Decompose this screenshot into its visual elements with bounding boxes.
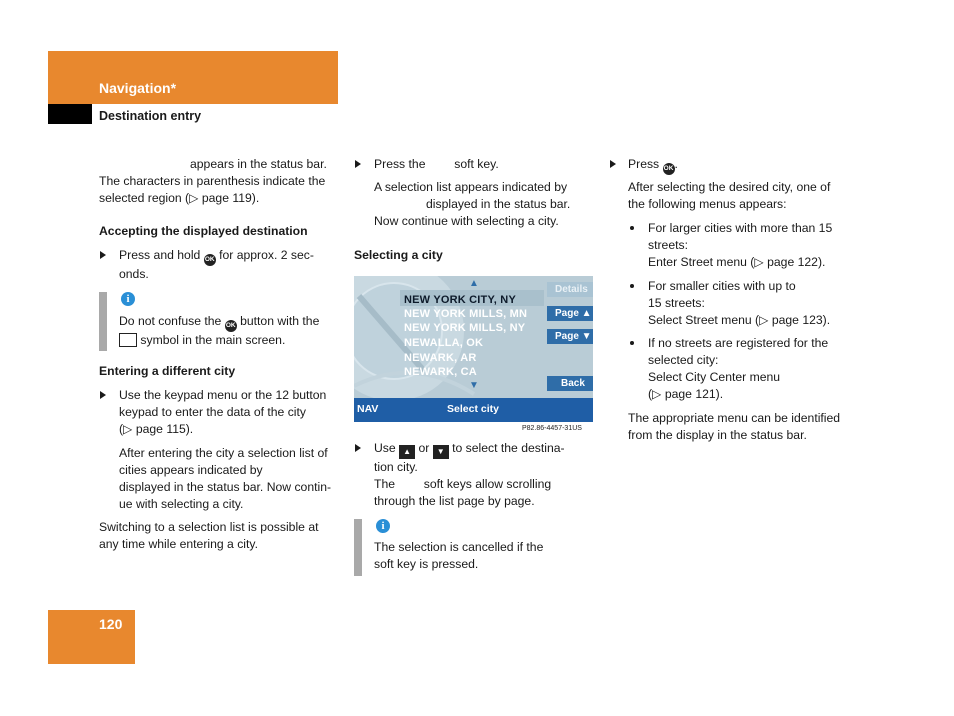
step-press-softkey	[374, 156, 594, 173]
step-keypad	[119, 387, 341, 438]
softkey-text-a: The	[374, 477, 396, 491]
identification-line2: from the display in the status bar.	[628, 428, 807, 442]
page-number: 120	[99, 616, 123, 632]
intro-paragraph-text: appears in the status bar. The characters in parenthesis indicate the selected region (▷ page 119).	[99, 157, 327, 205]
list-bullet-icon	[630, 226, 634, 230]
city-list-item[interactable]: NEW YORK MILLS, MN	[404, 308, 528, 320]
smaller-cities-line1: For smaller cities with up to	[648, 279, 796, 293]
after-entering	[119, 445, 341, 513]
list-bullet-icon	[630, 341, 634, 345]
step-keypad-line2: keypad to enter the data of the city	[119, 405, 306, 419]
info-bar	[99, 292, 107, 351]
softkey-text-b: soft keys allow scrolling	[423, 477, 552, 491]
note-text-a: Do not confuse the	[119, 314, 222, 328]
header-band	[48, 51, 338, 104]
down-arrow-key-icon: ▼	[433, 445, 449, 459]
page-up-softkey[interactable]: Page ▲	[547, 306, 593, 321]
info-bar	[354, 519, 362, 576]
option-no-streets	[648, 335, 853, 403]
info-icon: i	[376, 519, 390, 533]
larger-cities-line3: Enter Street menu (▷ page 122).	[648, 255, 826, 269]
step-accept	[119, 247, 339, 283]
selection-list-note	[374, 179, 594, 230]
navigation-screen	[354, 276, 593, 422]
step-use-arrows	[374, 440, 594, 510]
city-list-item[interactable]: NEWARK, CA	[404, 366, 477, 378]
step-accept-text-c: onds.	[119, 267, 149, 281]
after-selecting-line1: After selecting the desired city, one of	[628, 180, 831, 194]
no-streets-line3: Select City Center menu	[648, 370, 781, 384]
option-larger-cities	[648, 220, 853, 271]
status-bar-nav: NAV	[357, 403, 379, 415]
after-entering-line1: After entering the city a selection list of	[119, 446, 328, 460]
no-streets-line2: selected city:	[648, 353, 719, 367]
page-down-softkey[interactable]: Page ▼	[547, 329, 593, 344]
after-entering-line4: ue with selecting a city.	[119, 497, 244, 511]
switching-line2: any time while entering a city.	[99, 537, 258, 551]
step-accept-text-b: for approx. 2 sec-	[219, 248, 314, 262]
softkey-text-c: through the list page by page.	[374, 494, 535, 508]
note-cancel	[374, 539, 594, 573]
selection-line2-wrap	[374, 196, 594, 213]
no-streets-line1: If no streets are registered for the	[648, 336, 829, 350]
option-smaller-cities	[648, 278, 853, 329]
subsection-title: Destination entry	[99, 109, 202, 123]
menu-identification-note	[628, 410, 853, 444]
use-text-or: or	[418, 441, 430, 455]
heading-selecting-city: Selecting a city	[354, 248, 443, 262]
selection-line1: A selection list appears indicated by	[374, 180, 568, 194]
selection-line2: displayed in the status bar.	[426, 197, 571, 211]
scroll-down-arrow: ▼	[469, 380, 479, 391]
details-softkey[interactable]: Details	[547, 282, 593, 297]
back-softkey[interactable]: Back	[547, 376, 593, 391]
step-bullet-icon	[355, 444, 361, 452]
use-text-b: to select the destina-	[452, 441, 565, 455]
after-entering-line3: displayed in the status bar. Now contin-	[119, 480, 332, 494]
note-confuse	[119, 313, 341, 349]
city-list-item[interactable]: NEW YORK MILLS, NY	[404, 322, 526, 334]
status-bar-title: Select city	[447, 403, 499, 415]
larger-cities-line2: streets:	[648, 238, 688, 252]
heading-accept: Accepting the displayed destination	[99, 224, 308, 238]
intro-paragraph	[99, 156, 339, 207]
list-bullet-icon	[630, 284, 634, 288]
step-keypad-line3: (▷ page 115).	[119, 422, 194, 436]
step-bullet-icon	[355, 160, 361, 168]
step-bullet-icon	[610, 160, 616, 168]
scroll-up-arrow: ▲	[469, 278, 479, 289]
smaller-cities-line3: Select Street menu (▷ page 123).	[648, 313, 831, 327]
step-bullet-icon	[100, 251, 106, 259]
larger-cities-line1: For larger cities with more than 15	[648, 221, 833, 235]
city-list-item[interactable]: NEWALLA, OK	[404, 337, 484, 349]
use-text-c: tion city.	[374, 460, 418, 474]
step-keypad-line1: Use the keypad menu or the 12 button	[119, 388, 327, 402]
ok-button-icon: OK	[663, 163, 675, 175]
note-cancel-line2: soft key is pressed.	[374, 557, 479, 571]
image-caption: P82.86-4457-31US	[522, 425, 582, 432]
switching-note	[99, 519, 341, 553]
step-press-ok: Press OK.	[628, 156, 678, 175]
no-streets-line4: (▷ page 121).	[648, 387, 724, 401]
city-list-item[interactable]: NEW YORK CITY, NY	[404, 294, 516, 306]
press-ok-text: Press	[628, 157, 660, 171]
info-icon: i	[121, 292, 135, 306]
note-text-b: button with the	[240, 314, 320, 328]
switching-line1: Switching to a selection list is possible at	[99, 520, 319, 534]
city-list-item[interactable]: NEWARK, AR	[404, 352, 477, 364]
press-softkey-text-a: Press the	[374, 157, 426, 171]
note-text-c: symbol in the main screen.	[140, 333, 286, 347]
header-black-tab	[48, 104, 92, 124]
identification-line1: The appropriate menu can be identified	[628, 411, 841, 425]
ok-button-icon: OK	[204, 254, 216, 266]
step-bullet-icon	[100, 391, 106, 399]
after-entering-line2: cities appears indicated by	[119, 463, 263, 477]
step-accept-text-a: Press and hold	[119, 248, 201, 262]
after-selecting-line2: the following menus appears:	[628, 197, 787, 211]
selection-line3: Now continue with selecting a city.	[374, 214, 559, 228]
smaller-cities-line2: 15 streets:	[648, 296, 705, 310]
press-softkey-text-b: soft key.	[454, 157, 499, 171]
heading-different-city: Entering a different city	[99, 364, 236, 378]
note-cancel-line1: The selection is cancelled if the	[374, 540, 544, 554]
square-symbol-icon	[119, 333, 137, 347]
section-title: Navigation*	[99, 80, 177, 96]
use-text-a: Use	[374, 441, 396, 455]
ok-button-icon: OK	[225, 320, 237, 332]
after-selecting	[628, 179, 853, 213]
up-arrow-key-icon: ▲	[399, 445, 415, 459]
